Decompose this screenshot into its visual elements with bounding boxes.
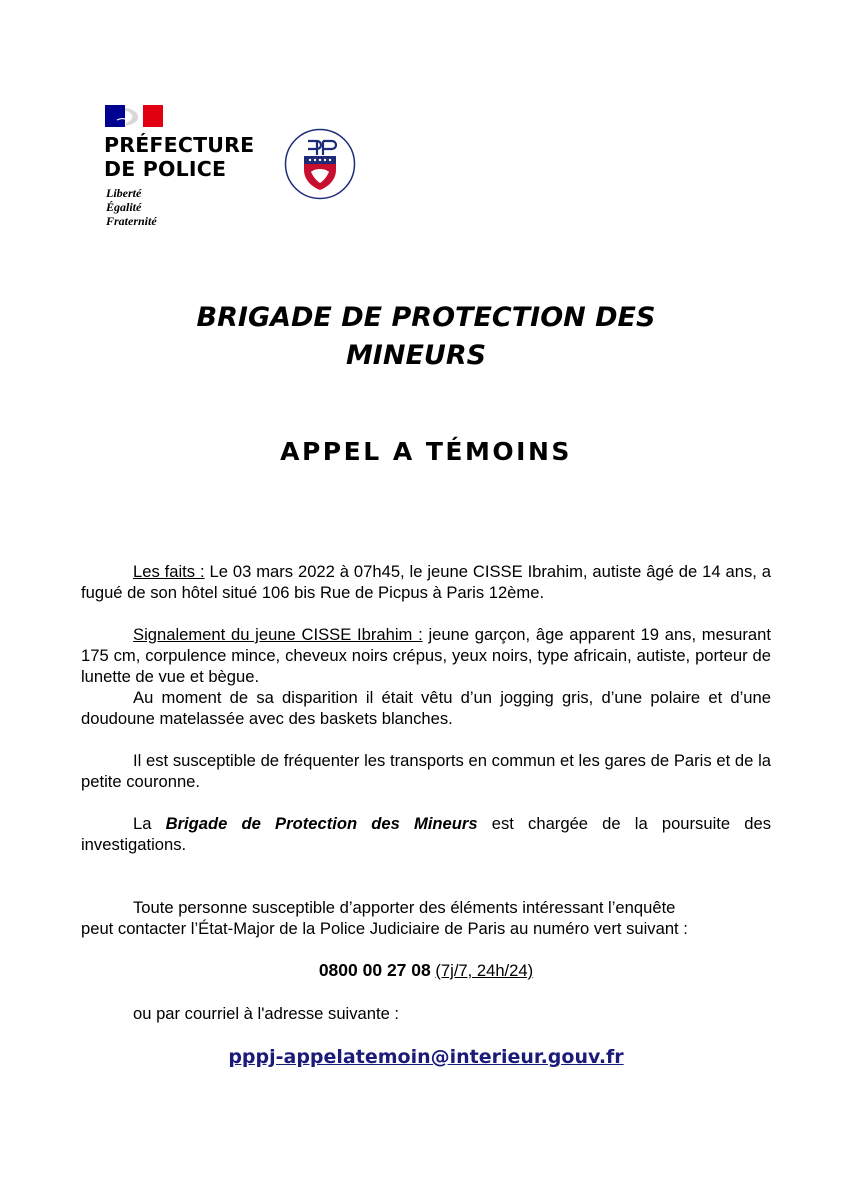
motto-fraternite: Fraternité [106, 214, 157, 228]
document-title-line1: BRIGADE DE PROTECTION DES [196, 302, 656, 333]
prefecture-name-line2: DE POLICE [104, 157, 227, 181]
paragraph-signalement [81, 624, 771, 687]
faits-label: Les faits : [133, 562, 205, 581]
brigade-name: Brigade de Protection des Mineurs [165, 814, 478, 833]
brigade-suffix: est chargée de la poursuite des investigations. [81, 814, 771, 854]
marianne-flag-icon [105, 105, 163, 127]
prefecture-name-line1: PRÉFECTURE [104, 133, 255, 157]
paragraph-contact [81, 897, 771, 939]
paragraph-tenue [81, 687, 771, 729]
paragraph-brigade [81, 813, 771, 855]
paragraph-frequentation [81, 750, 771, 792]
police-seal-logo-icon [284, 128, 356, 200]
brigade-prefix: La [133, 814, 166, 833]
phone-line [0, 959, 852, 982]
document-subtitle [0, 436, 852, 468]
paragraph-faits [81, 561, 771, 603]
motto-egalite: Égalité [106, 200, 142, 214]
signalement-text: jeune garçon, âge apparent 19 ans, mesurant 175 cm, corpulence mince, cheveux noirs crépus, yeux noirs, type africain, autiste, porteur de lunette de vue et bègue. [81, 625, 771, 686]
faits-text: Le 03 mars 2022 à 07h45, le jeune CISSE Ibrahim, autiste âgé de 14 ans, a fugué de son hôtel situé 106 bis Rue de Picpus à Paris 12ème. [81, 562, 771, 602]
signalement-label: Signalement du jeune CISSE Ibrahim : [133, 625, 423, 644]
document-title-line2 [0, 339, 852, 373]
contact-line2: peut contacter l’État-Major de la Police Judiciaire de Paris au numéro vert suivant : [81, 919, 688, 938]
email-link[interactable]: pppj-appelatemoin@interieur.gouv.fr [228, 1046, 624, 1068]
phone-hours: (7j/7, 24h/24) [435, 961, 534, 980]
email-line [0, 1044, 852, 1070]
motto-liberte: Liberté [106, 186, 142, 200]
phone-number[interactable]: 0800 00 27 08 [318, 960, 431, 980]
subtitle-text: APPEL A TÉMOINS [280, 437, 572, 466]
contact-line1: Toute personne susceptible d’apporter des éléments intéressant l’enquête [133, 898, 676, 917]
courriel-line: ou par courriel à l'adresse suivante : [133, 1004, 400, 1023]
title-mineurs: MINEURS [345, 340, 487, 371]
frequente-text: Il est susceptible de fréquenter les transports en commun et les gares de Paris et de la petite couronne. [81, 751, 771, 791]
tenue-text: Au moment de sa disparition il était vêtu d’un jogging gris, d’une polaire et d’une doudoune matelassée avec des baskets blanches. [81, 688, 771, 728]
